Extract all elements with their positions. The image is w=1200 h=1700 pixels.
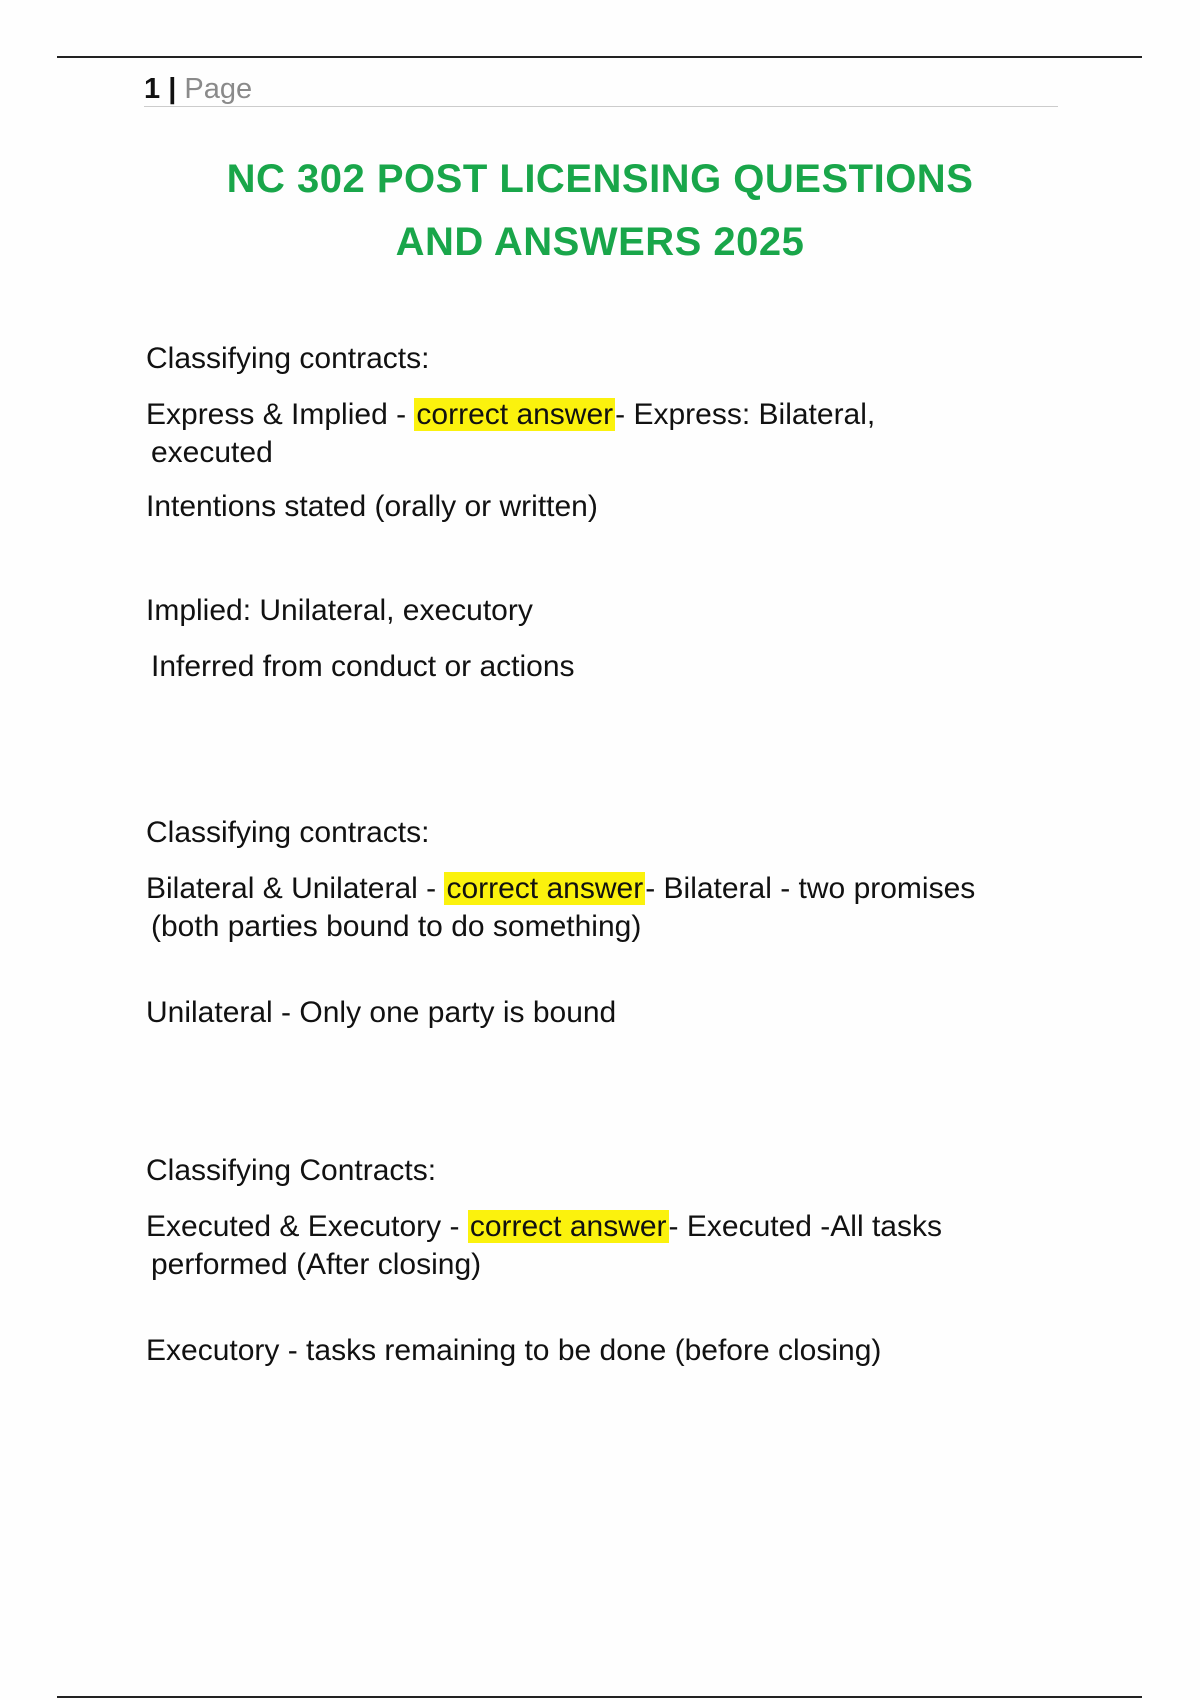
qa-line <box>146 870 1066 908</box>
note-line: Unilateral - Only one party is bound <box>146 996 617 1029</box>
answer-continuation: executed <box>151 436 273 469</box>
section-heading: Classifying contracts: <box>146 816 430 849</box>
answer-highlight: correct answer <box>469 1210 667 1243</box>
answer-highlight: correct answer <box>446 872 644 905</box>
qa-item <box>146 870 1066 946</box>
qa-line <box>146 396 1066 434</box>
qa-item <box>146 396 1066 472</box>
title-line-2: AND ANSWERS 2025 <box>395 220 805 264</box>
answer-text: - Express: Bilateral, <box>615 398 876 431</box>
title-line-1: NC 302 POST LICENSING QUESTIONS <box>226 157 974 201</box>
note-line: Intentions stated (orally or written) <box>146 490 598 523</box>
page-separator: | <box>168 73 177 105</box>
page-label: Page <box>184 73 253 105</box>
page-header <box>144 72 1058 107</box>
note-line: Inferred from conduct or actions <box>151 650 575 683</box>
question-text: Express & Implied - <box>146 398 415 431</box>
answer-text: - Executed -All tasks <box>668 1210 942 1243</box>
answer-text: - Bilateral - two promises <box>645 872 976 905</box>
answer-continuation: performed (After closing) <box>151 1248 482 1281</box>
question-text: Bilateral & Unilateral - <box>146 872 445 905</box>
bottom-rule <box>57 1696 1142 1698</box>
question-text: Executed & Executory - <box>146 1210 468 1243</box>
document-title <box>100 148 1100 274</box>
qa-section <box>146 1152 1066 1370</box>
answer-continuation: (both parties bound to do something) <box>151 910 642 943</box>
qa-item <box>146 1208 1066 1284</box>
document-body <box>146 340 1066 1370</box>
answer-highlight: correct answer <box>416 398 614 431</box>
section-heading: Classifying Contracts: <box>146 1154 437 1187</box>
page-number: 1 <box>144 73 161 105</box>
section-heading: Classifying contracts: <box>146 342 430 375</box>
top-rule <box>57 56 1142 58</box>
qa-line <box>146 1208 1066 1246</box>
qa-section <box>146 340 1066 686</box>
qa-section <box>146 814 1066 1032</box>
note-line: Executory - tasks remaining to be done (before closing) <box>146 1334 882 1367</box>
note-line: Implied: Unilateral, executory <box>146 594 533 627</box>
